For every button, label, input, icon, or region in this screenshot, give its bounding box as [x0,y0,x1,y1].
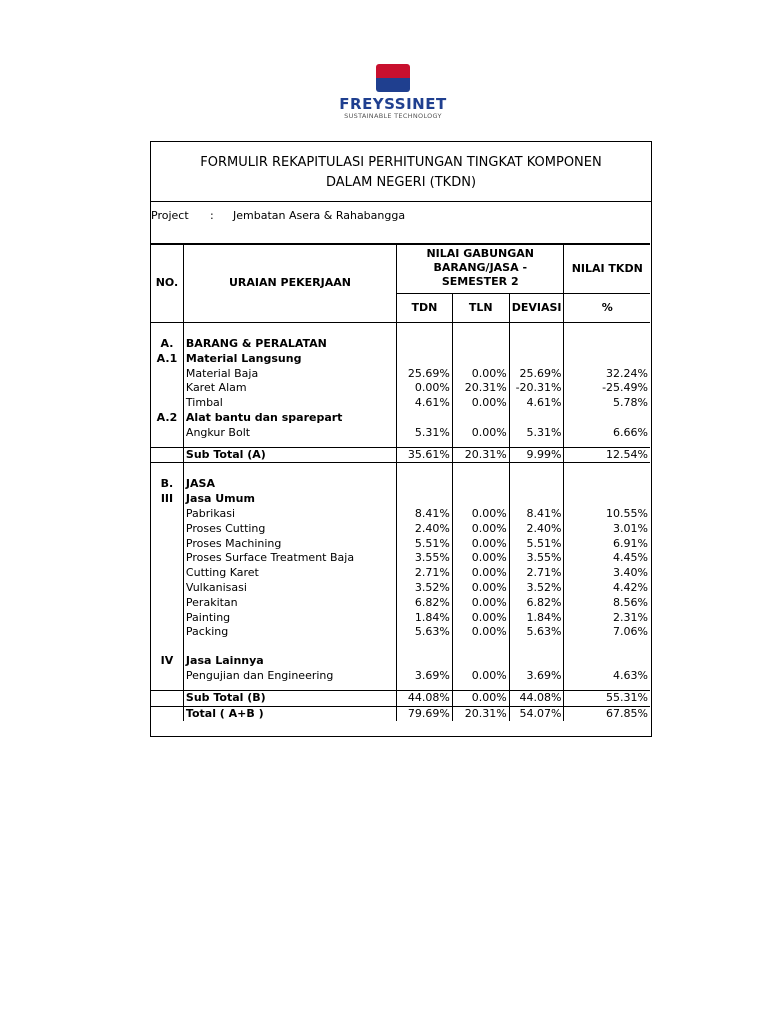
cell-pct: 2.31% [564,611,650,626]
cell-pct: -25.49% [564,381,650,396]
cell-deviasi: 3.69% [509,669,564,684]
cell-tdn: 1.84% [396,611,452,626]
row-desc: Proses Surface Treatment Baja [183,551,396,566]
project-label: Project [151,209,189,222]
cell-tdn: 5.63% [396,625,452,640]
col-header-uraian: URAIAN PEKERJAAN [183,244,396,323]
project-colon: : [210,209,214,222]
cell-tdn: 5.51% [396,537,452,552]
cell-tln: 0.00% [452,507,509,522]
cell-pct: 4.63% [564,669,650,684]
cell-tdn: 35.61% [396,447,452,463]
cell-pct: 3.40% [564,566,650,581]
table-row [151,537,650,552]
cell-tdn: 44.08% [396,690,452,706]
table-row [151,507,650,522]
section-no: A.2 [156,410,178,424]
col-header-gabungan [396,244,564,294]
cell-tdn: 2.40% [396,522,452,537]
table-row [151,396,650,411]
row-desc: Proses Machining [183,537,396,552]
cell-tln: 20.31% [452,381,509,396]
cell-pct: 4.42% [564,581,650,596]
cell-deviasi: 4.61% [509,396,564,411]
cell-pct: 32.24% [564,367,650,382]
logo-tagline: SUSTAINABLE TECHNOLOGY [344,112,442,120]
cell-tln: 0.00% [452,367,509,382]
table-row [151,477,650,492]
table-row [151,551,650,566]
cell-deviasi: 3.55% [509,551,564,566]
cell-tln: 0.00% [452,426,509,441]
cell-tdn: 3.52% [396,581,452,596]
cell-tln: 0.00% [452,551,509,566]
cell-tdn: 5.31% [396,426,452,441]
section-label: BARANG & PERALATAN [183,337,396,352]
col-header-pct: % [564,294,650,323]
cell-tdn: 2.71% [396,566,452,581]
col-header-tdn: TDN [396,294,452,323]
cell-deviasi: 3.52% [509,581,564,596]
cell-tdn: 0.00% [396,381,452,396]
row-desc: Pengujian dan Engineering [183,669,396,684]
table-row [151,367,650,382]
cell-deviasi: 9.99% [509,447,564,463]
cell-tdn: 79.69% [396,706,452,721]
cell-deviasi: 5.31% [509,426,564,441]
cell-tdn: 4.61% [396,396,452,411]
table-row [151,337,650,352]
cell-tln: 20.31% [452,447,509,463]
row-desc: Cutting Karet [183,566,396,581]
cell-tln: 0.00% [452,581,509,596]
col-header-nilai-tkdn: NILAI TKDN [564,244,650,294]
table-row [151,426,650,441]
section-no: A. [160,337,174,350]
row-desc: Timbal [183,396,396,411]
col-header-tln: TLN [452,294,509,323]
total-row [151,706,650,721]
cell-tln: 0.00% [452,596,509,611]
subtotal-row [151,447,650,463]
section-label: JASA [183,477,396,492]
subtotal-row [151,690,650,706]
table-row [151,596,650,611]
cell-deviasi: 6.82% [509,596,564,611]
cell-pct: 6.66% [564,426,650,441]
project-value: Jembatan Asera & Rahabangga [233,209,406,222]
cell-deviasi: 2.40% [509,522,564,537]
row-desc: Painting [183,611,396,626]
table-row [151,522,650,537]
section-no: IV [160,654,174,668]
cell-pct: 10.55% [564,507,650,522]
cell-tdn: 8.41% [396,507,452,522]
row-desc: Pabrikasi [183,507,396,522]
section-label: Alat bantu dan sparepart [183,411,396,426]
project-row [151,202,651,244]
cell-tln: 0.00% [452,690,509,706]
section-label: Jasa Umum [183,492,396,507]
cell-pct: 12.54% [564,447,650,463]
col-header-no: NO. [155,276,179,290]
col-header-gabungan-2: BARANG/JASA - [433,261,528,274]
cell-pct: 5.78% [564,396,650,411]
total-label: Total ( A+B ) [183,706,396,721]
cell-tln: 0.00% [452,522,509,537]
col-header-gabungan-3: SEMESTER 2 [441,275,519,288]
cell-deviasi: 54.07% [509,706,564,721]
section-label: Jasa Lainnya [183,654,396,669]
section-no: A.1 [156,351,178,365]
row-desc: Material Baja [183,367,396,382]
form-title [151,142,651,202]
col-header-gabungan-1: NILAI GABUNGAN [426,247,535,260]
table-row [151,611,650,626]
cell-pct: 3.01% [564,522,650,537]
cell-deviasi: 2.71% [509,566,564,581]
table-row [151,669,650,684]
cell-pct: 7.06% [564,625,650,640]
table-row [151,492,650,507]
cell-tln: 0.00% [452,625,509,640]
table-row [151,566,650,581]
tkdn-table [151,243,650,721]
cell-deviasi: 5.63% [509,625,564,640]
cell-pct: 55.31% [564,690,650,706]
form-title-line2: DALAM NEGERI (TKDN) [325,175,477,190]
row-desc: Karet Alam [183,381,396,396]
cell-tdn: 3.55% [396,551,452,566]
table-row [151,411,650,426]
tkdn-form [150,141,652,737]
cell-deviasi: 1.84% [509,611,564,626]
table-row [151,581,650,596]
row-desc: Vulkanisasi [183,581,396,596]
section-no: B. [160,477,174,491]
col-header-deviasi: DEVIASI [509,294,564,323]
table-row [151,654,650,669]
section-no: III [160,492,174,506]
table-row [151,625,650,640]
cell-tdn: 25.69% [396,367,452,382]
cell-tln: 0.00% [452,396,509,411]
cell-pct: 8.56% [564,596,650,611]
cell-tdn: 6.82% [396,596,452,611]
cell-tln: 0.00% [452,537,509,552]
cell-tdn: 3.69% [396,669,452,684]
cell-deviasi: 5.51% [509,537,564,552]
table-row [151,352,650,367]
row-desc: Angkur Bolt [183,426,396,441]
cell-pct: 67.85% [564,706,650,721]
logo-name: FREYSSINET [339,95,447,113]
row-desc: Packing [183,625,396,640]
cell-tln: 0.00% [452,669,509,684]
cell-pct: 6.91% [564,537,650,552]
subtotal-label: Sub Total (B) [183,690,396,706]
company-logo [338,64,448,128]
section-label: Material Langsung [183,352,396,367]
table-row [151,381,650,396]
cell-pct: 4.45% [564,551,650,566]
cell-deviasi: 44.08% [509,690,564,706]
form-title-line1: FORMULIR REKAPITULASI PERHITUNGAN TINGKAT KOMPONEN [200,155,602,170]
row-desc: Perakitan [183,596,396,611]
cell-tln: 0.00% [452,566,509,581]
cell-deviasi: -20.31% [509,381,564,396]
cell-tln: 20.31% [452,706,509,721]
subtotal-label: Sub Total (A) [183,447,396,463]
logo-mark-icon [376,64,410,92]
cell-tln: 0.00% [452,611,509,626]
row-desc: Proses Cutting [183,522,396,537]
cell-deviasi: 25.69% [509,367,564,382]
cell-deviasi: 8.41% [509,507,564,522]
